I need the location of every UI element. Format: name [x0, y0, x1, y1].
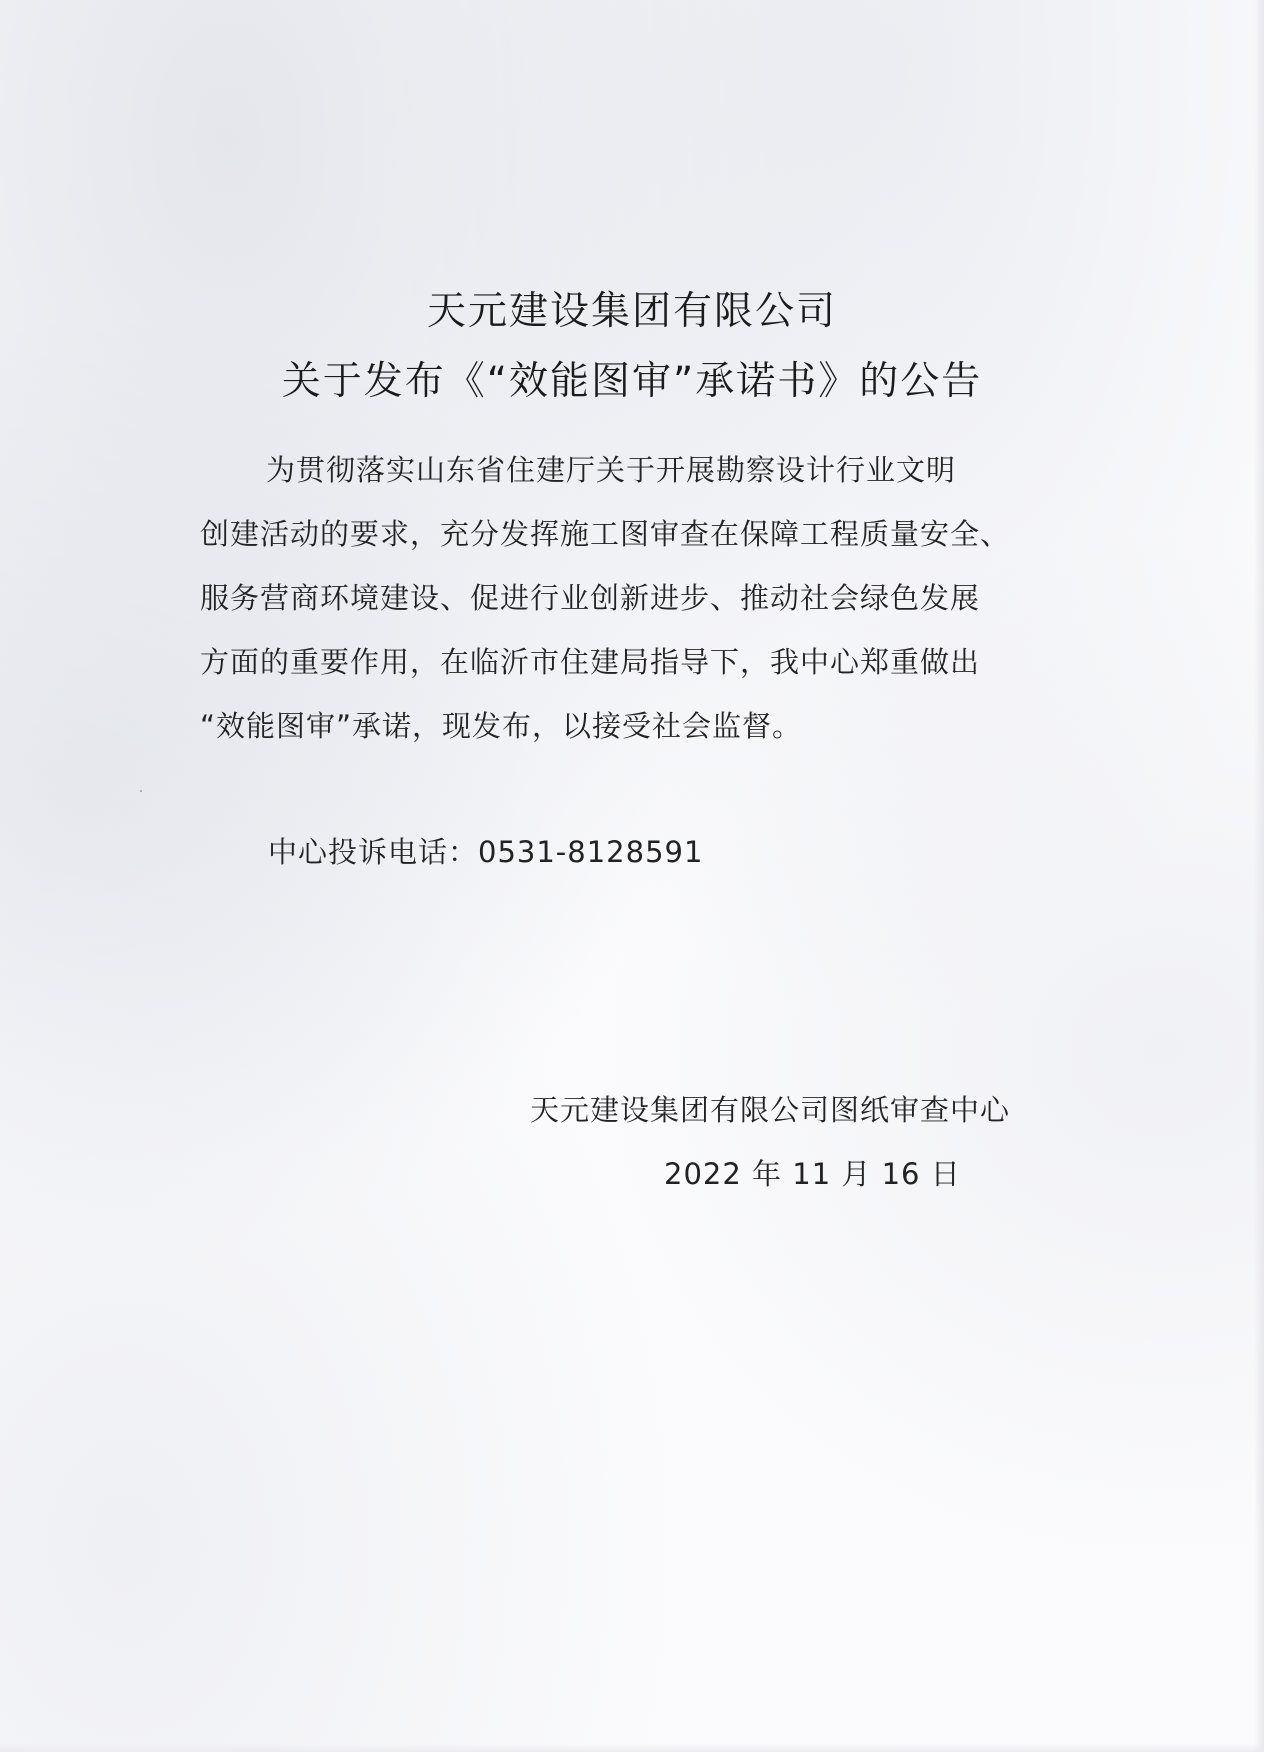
scan-edge-bottom	[0, 1744, 1264, 1752]
signature-date: 2022 年 11 月 16 日	[664, 1157, 961, 1191]
body-line-4: 方面的重要作用，在临沂市住建局指导下，我中心郑重做出	[200, 645, 981, 679]
body-line-2: 创建活动的要求，充分发挥施工图审查在保障工程质量安全、	[200, 517, 1011, 551]
scan-speck	[140, 790, 142, 792]
announcement-title-line-1: 天元建设集团有限公司	[426, 289, 837, 334]
body-line-3: 服务营商环境建设、促进行业创新进步、推动社会绿色发展	[200, 581, 981, 615]
body-line-5: “效能图审”承诺，现发布，以接受社会监督。	[200, 709, 803, 743]
complaint-phone: 中心投诉电话：0531-8128591	[268, 835, 704, 869]
scan-edge-right	[1254, 0, 1264, 1752]
signature-organization: 天元建设集团有限公司图纸审查中心	[530, 1093, 1011, 1127]
announcement-title-line-2: 关于发布《“效能图审”承诺书》的公告	[281, 359, 983, 404]
body-line-1: 为贯彻落实山东省住建厅关于开展勘察设计行业文明	[266, 453, 957, 487]
